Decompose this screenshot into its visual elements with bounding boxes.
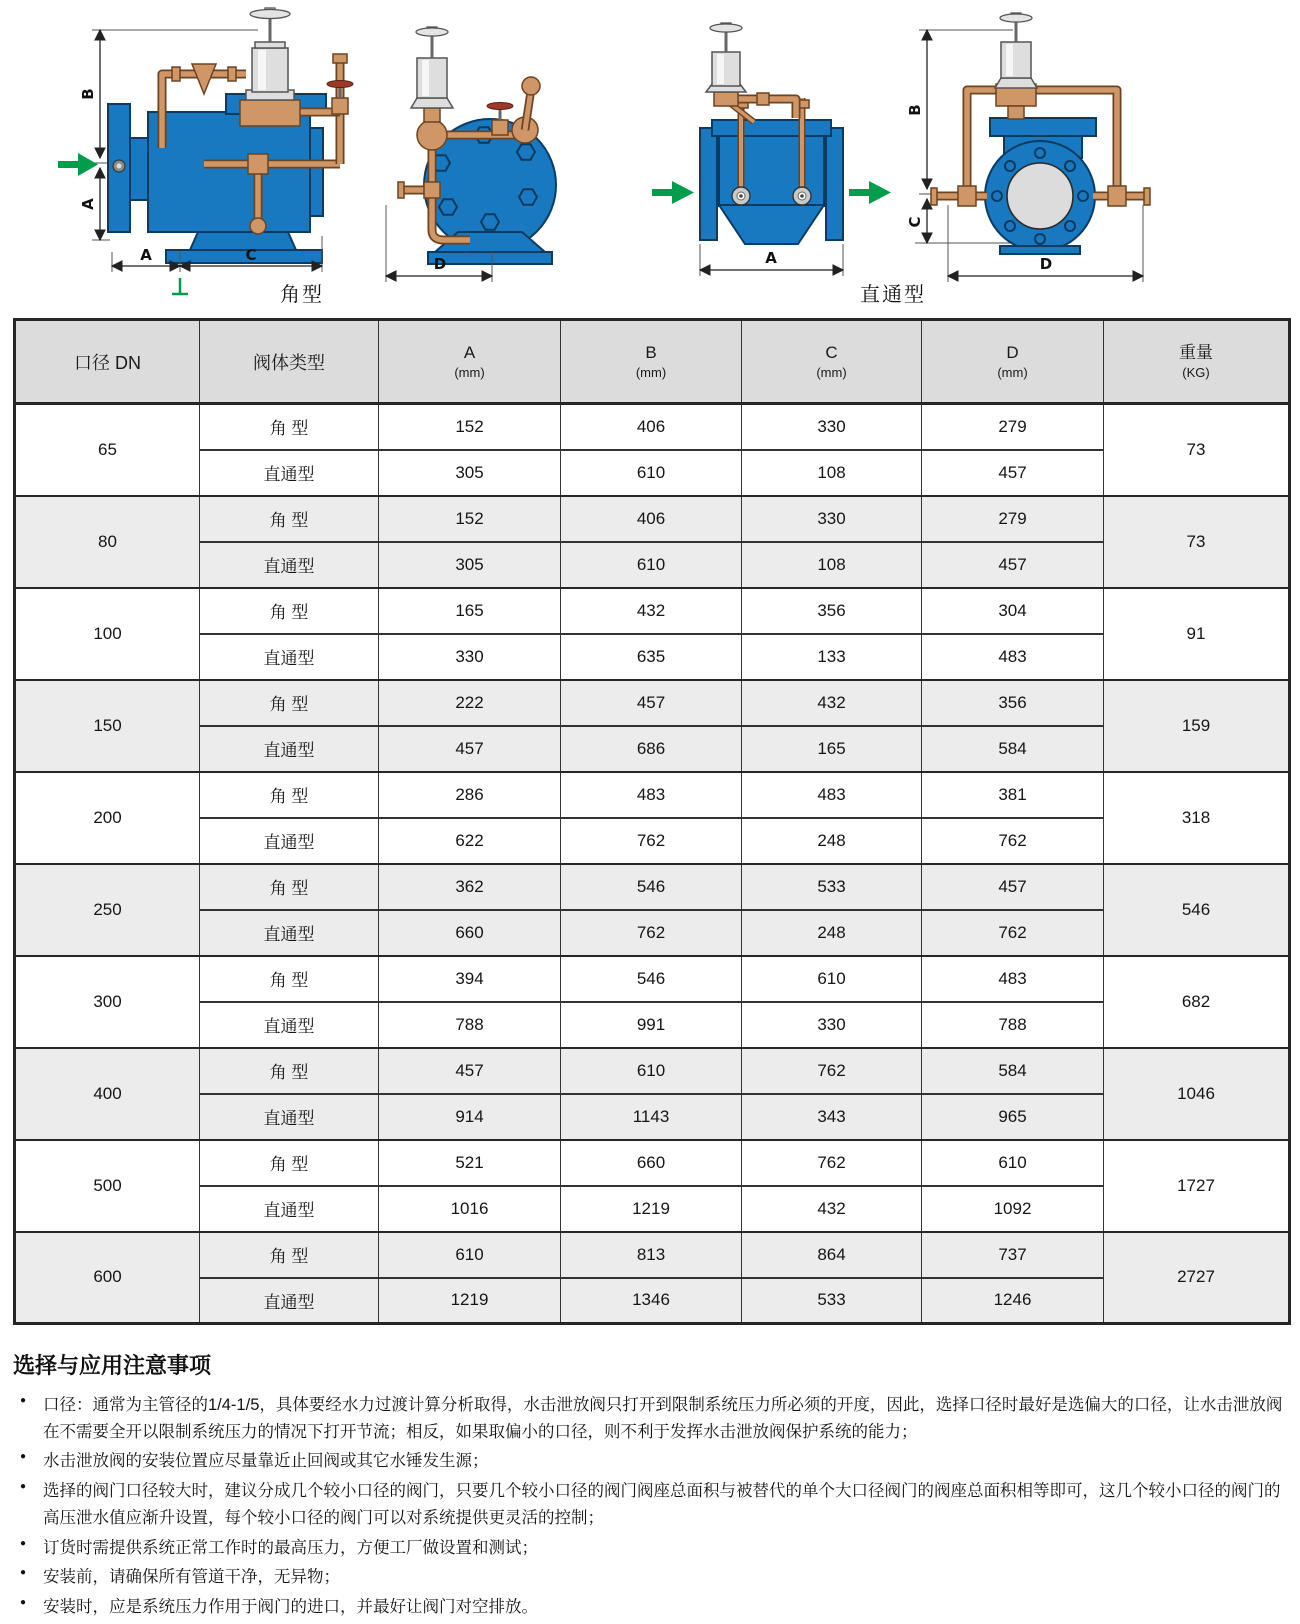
spec-row-straight [15,1002,1290,1048]
dim-value-cell: 248 [742,910,922,956]
col-header-d-letter: D [1006,342,1019,362]
dim-value-cell: 457 [922,864,1104,910]
body-type-cell: 角 型 [200,772,379,818]
dim-label-d: D [1039,255,1053,273]
handwheel [416,27,448,36]
body-type-cell: 直通型 [200,1094,379,1140]
spec-row-straight [15,1094,1290,1140]
dn-cell: 200 [15,772,200,864]
dim-value-cell: 1219 [561,1186,742,1232]
dim-value-cell: 762 [922,910,1104,956]
dim-value-cell: 304 [922,588,1104,634]
spec-row-angle [15,1048,1290,1094]
pilot-valve [411,27,453,122]
handwheel [250,8,290,19]
valve-drawings-panel [0,0,1300,308]
note-item: ● 水击泄放阀的安装位置应尽量靠近止回阀或其它水锤发生源； [13,1448,1286,1475]
col-header-body-type: 阀体类型 [200,320,379,404]
dn-cell: 65 [15,404,200,496]
dim-value-cell: 165 [379,588,561,634]
dim-label-b: B [906,104,924,116]
col-header-weight [1104,320,1290,404]
spec-row-straight [15,910,1290,956]
dim-value-cell: 762 [561,910,742,956]
dn-cell: 500 [15,1140,200,1232]
dim-label-b: B [79,88,97,100]
dim-value-cell: 457 [379,726,561,772]
dim-value-cell: 483 [922,634,1104,680]
dim-value-cell: 762 [561,818,742,864]
straight-valve-side-view [906,13,1150,282]
straight-type-caption: 直通型 [860,284,926,306]
weight-cell: 91 [1104,588,1290,680]
dim-value-cell: 610 [379,1232,561,1278]
body-type-cell: 角 型 [200,1048,379,1094]
body-type-cell: 角 型 [200,404,379,450]
dim-value-cell: 762 [742,1140,922,1186]
dn-cell: 300 [15,956,200,1048]
note-item: ● 安装时，应是系统压力作用于阀门的进口，并最好让阀门对空排放。 [13,1594,1286,1621]
weight-cell: 682 [1104,956,1290,1048]
notes-section [13,1349,1286,1621]
spec-row-straight [15,726,1290,772]
dim-value-cell: 991 [561,1002,742,1048]
spec-row-angle [15,404,1290,450]
body-type-cell: 直通型 [200,1002,379,1048]
dn-cell: 250 [15,864,200,956]
body-type-cell: 角 型 [200,956,379,1002]
dn-cell: 80 [15,496,200,588]
dim-value-cell: 584 [922,1048,1104,1094]
spec-table-zone [13,318,1288,1325]
body-type-cell: 直通型 [200,818,379,864]
flow-direction-arrow [652,181,694,204]
angle-valve-side-view [58,8,353,294]
dim-value-cell: 457 [922,542,1104,588]
dim-value-cell: 483 [561,772,742,818]
dim-value-cell: 483 [742,772,922,818]
body-type-cell: 直通型 [200,1278,379,1324]
col-header-weight-unit: (KG) [1182,364,1210,380]
weight-cell: 159 [1104,680,1290,772]
dim-value-cell: 356 [922,680,1104,726]
note-item: ● 口径：通常为主管径的1/4-1/5，具体要经水力过渡计算分析取得，水击泄放阀只打开到限制系统压力所必须的开度，因此，选择口径时最好是选偏大的口径，让水击泄放阀在不需要全开以限制系统压力的情况下打开节流；相反，如果取偏小的口径，则不利于发挥水击泄放阀保护系统的能力； [13,1392,1286,1445]
dim-value-cell: 248 [742,818,922,864]
dim-value-cell: 330 [379,634,561,680]
strainer [192,64,216,94]
dim-value-cell: 394 [379,956,561,1002]
dim-value-cell: 788 [379,1002,561,1048]
weight-cell: 546 [1104,864,1290,956]
dim-value-cell: 457 [561,680,742,726]
dim-value-cell: 286 [379,772,561,818]
dn-cell: 100 [15,588,200,680]
dim-value-cell: 635 [561,634,742,680]
dim-value-cell: 108 [742,450,922,496]
dim-value-cell: 108 [742,542,922,588]
spec-row-straight [15,542,1290,588]
dim-value-cell: 305 [379,542,561,588]
body-type-cell: 角 型 [200,1232,379,1278]
dim-value-cell: 432 [742,680,922,726]
pilot-valve [706,23,746,106]
spec-table [13,318,1291,1325]
dim-value-cell: 610 [742,956,922,1002]
dim-value-cell: 546 [561,864,742,910]
body-type-cell: 角 型 [200,1140,379,1186]
dim-value-cell: 1246 [922,1278,1104,1324]
dim-value-cell: 610 [561,1048,742,1094]
dim-value-cell: 686 [561,726,742,772]
spec-row-straight [15,634,1290,680]
dim-value-cell: 813 [561,1232,742,1278]
dim-value-cell: 133 [742,634,922,680]
spec-row-angle [15,588,1290,634]
spec-row-angle [15,1140,1290,1186]
dim-label-a: A [140,246,152,264]
weight-cell: 73 [1104,496,1290,588]
dim-value-cell: 330 [742,1002,922,1048]
body-type-cell: 直通型 [200,542,379,588]
col-header-c-unit: (mm) [816,364,847,380]
dim-label-c: C [245,246,257,264]
dim-value-cell: 279 [922,496,1104,542]
dim-value-cell: 381 [922,772,1104,818]
col-header-d [922,320,1104,404]
dim-value-cell: 457 [922,450,1104,496]
pilot-valve [995,13,1037,119]
note-item: ● 安装前，请确保所有管道干净，无异物； [13,1564,1286,1591]
dim-value-cell: 610 [561,542,742,588]
spec-row-straight [15,818,1290,864]
body-type-cell: 直通型 [200,910,379,956]
dn-cell: 150 [15,680,200,772]
dim-value-cell: 762 [742,1048,922,1094]
spec-row-straight [15,450,1290,496]
body-type-cell: 直通型 [200,450,379,496]
col-header-b-letter: B [645,342,657,362]
dn-cell: 400 [15,1048,200,1140]
dim-value-cell: 305 [379,450,561,496]
dim-value-cell: 362 [379,864,561,910]
col-header-weight-label: 重量 [1179,342,1213,362]
dim-value-cell: 1346 [561,1278,742,1324]
dim-label-a: A [765,249,777,267]
spec-row-angle [15,956,1290,1002]
spec-table-body [15,404,1290,1324]
flow-direction-arrow [849,181,891,204]
flow-direction-arrow [58,153,98,176]
dim-value-cell: 533 [742,1278,922,1324]
dim-value-cell: 546 [561,956,742,1002]
dim-value-cell: 457 [379,1048,561,1094]
dim-value-cell: 1092 [922,1186,1104,1232]
dim-value-cell: 622 [379,818,561,864]
dim-value-cell: 483 [922,956,1104,1002]
notes-list [13,1392,1286,1621]
dim-value-cell: 222 [379,680,561,726]
dim-value-cell: 610 [922,1140,1104,1186]
angle-valve-front-view [386,27,556,282]
dim-value-cell: 330 [742,496,922,542]
dim-value-cell: 737 [922,1232,1104,1278]
body-type-cell: 角 型 [200,680,379,726]
dim-value-cell: 279 [922,404,1104,450]
body-type-cell: 角 型 [200,864,379,910]
body-type-cell: 直通型 [200,1186,379,1232]
spec-row-angle [15,772,1290,818]
dim-value-cell: 1219 [379,1278,561,1324]
table-header-row [15,320,1290,404]
handwheel [710,23,742,32]
weight-cell: 1727 [1104,1140,1290,1232]
col-header-b [561,320,742,404]
angle-type-caption: 角型 [280,284,324,306]
dim-value-cell: 432 [561,588,742,634]
dim-value-cell: 660 [561,1140,742,1186]
dim-label-d: D [433,255,447,273]
spec-row-angle [15,864,1290,910]
spec-row-angle [15,1232,1290,1278]
straight-valve-front-view [652,23,891,276]
dim-value-cell: 432 [742,1186,922,1232]
dim-value-cell: 533 [742,864,922,910]
spec-row-straight [15,1186,1290,1232]
spec-row-angle [15,680,1290,726]
body-type-cell: 直通型 [200,726,379,772]
dn-cell: 600 [15,1232,200,1324]
dim-value-cell: 610 [561,450,742,496]
dim-value-cell: 914 [379,1094,561,1140]
valve-drawings [0,0,1300,308]
datum-mark [172,278,188,294]
col-header-a-letter: A [463,342,476,362]
dim-value-cell: 864 [742,1232,922,1278]
dim-value-cell: 406 [561,496,742,542]
col-header-c-letter: C [825,342,838,362]
dim-value-cell: 356 [742,588,922,634]
dim-value-cell: 660 [379,910,561,956]
dim-value-cell: 152 [379,496,561,542]
weight-cell: 2727 [1104,1232,1290,1324]
weight-cell: 1046 [1104,1048,1290,1140]
handwheel [1000,13,1032,22]
dim-value-cell: 965 [922,1094,1104,1140]
weight-cell: 318 [1104,772,1290,864]
col-header-c [742,320,922,404]
dim-value-cell: 343 [742,1094,922,1140]
col-header-b-unit: (mm) [635,364,667,380]
dim-value-cell: 1016 [379,1186,561,1232]
body-type-cell: 直通型 [200,634,379,680]
dim-value-cell: 762 [922,818,1104,864]
spec-row-straight [15,1278,1290,1324]
dim-value-cell: 584 [922,726,1104,772]
dim-label-c: C [906,216,924,228]
col-header-dn: 口径 DN [15,320,200,404]
dim-value-cell: 330 [742,404,922,450]
note-item: ● 订货时需提供系统正常工作时的最高压力，方便工厂做设置和测试； [13,1535,1286,1562]
dim-label-a: A [79,198,97,210]
dim-value-cell: 788 [922,1002,1104,1048]
dim-value-cell: 152 [379,404,561,450]
body-type-cell: 角 型 [200,496,379,542]
col-header-d-unit: (mm) [997,364,1028,380]
dim-value-cell: 1143 [561,1094,742,1140]
weight-cell: 73 [1104,404,1290,496]
spec-row-angle [15,496,1290,542]
body-type-cell: 角 型 [200,588,379,634]
dim-value-cell: 165 [742,726,922,772]
note-item: ● 选择的阀门口径较大时，建议分成几个较小口径的阀门，只要几个较小口径的阀门阀座总面积与被替代的单个大口径阀门的阀座总面积相等即可，这几个较小口径的阀门的高压泄水值应渐升设置，每个较小口径的阀门可以对系统提供更灵活的控制； [13,1478,1286,1531]
lever-rod [512,77,540,143]
pilot-valve [240,8,300,126]
col-header-a [379,320,561,404]
dim-value-cell: 406 [561,404,742,450]
col-header-a-unit: (mm) [454,364,485,380]
dim-value-cell: 521 [379,1140,561,1186]
notes-title: 选择与应用注意事项 [13,1353,212,1378]
